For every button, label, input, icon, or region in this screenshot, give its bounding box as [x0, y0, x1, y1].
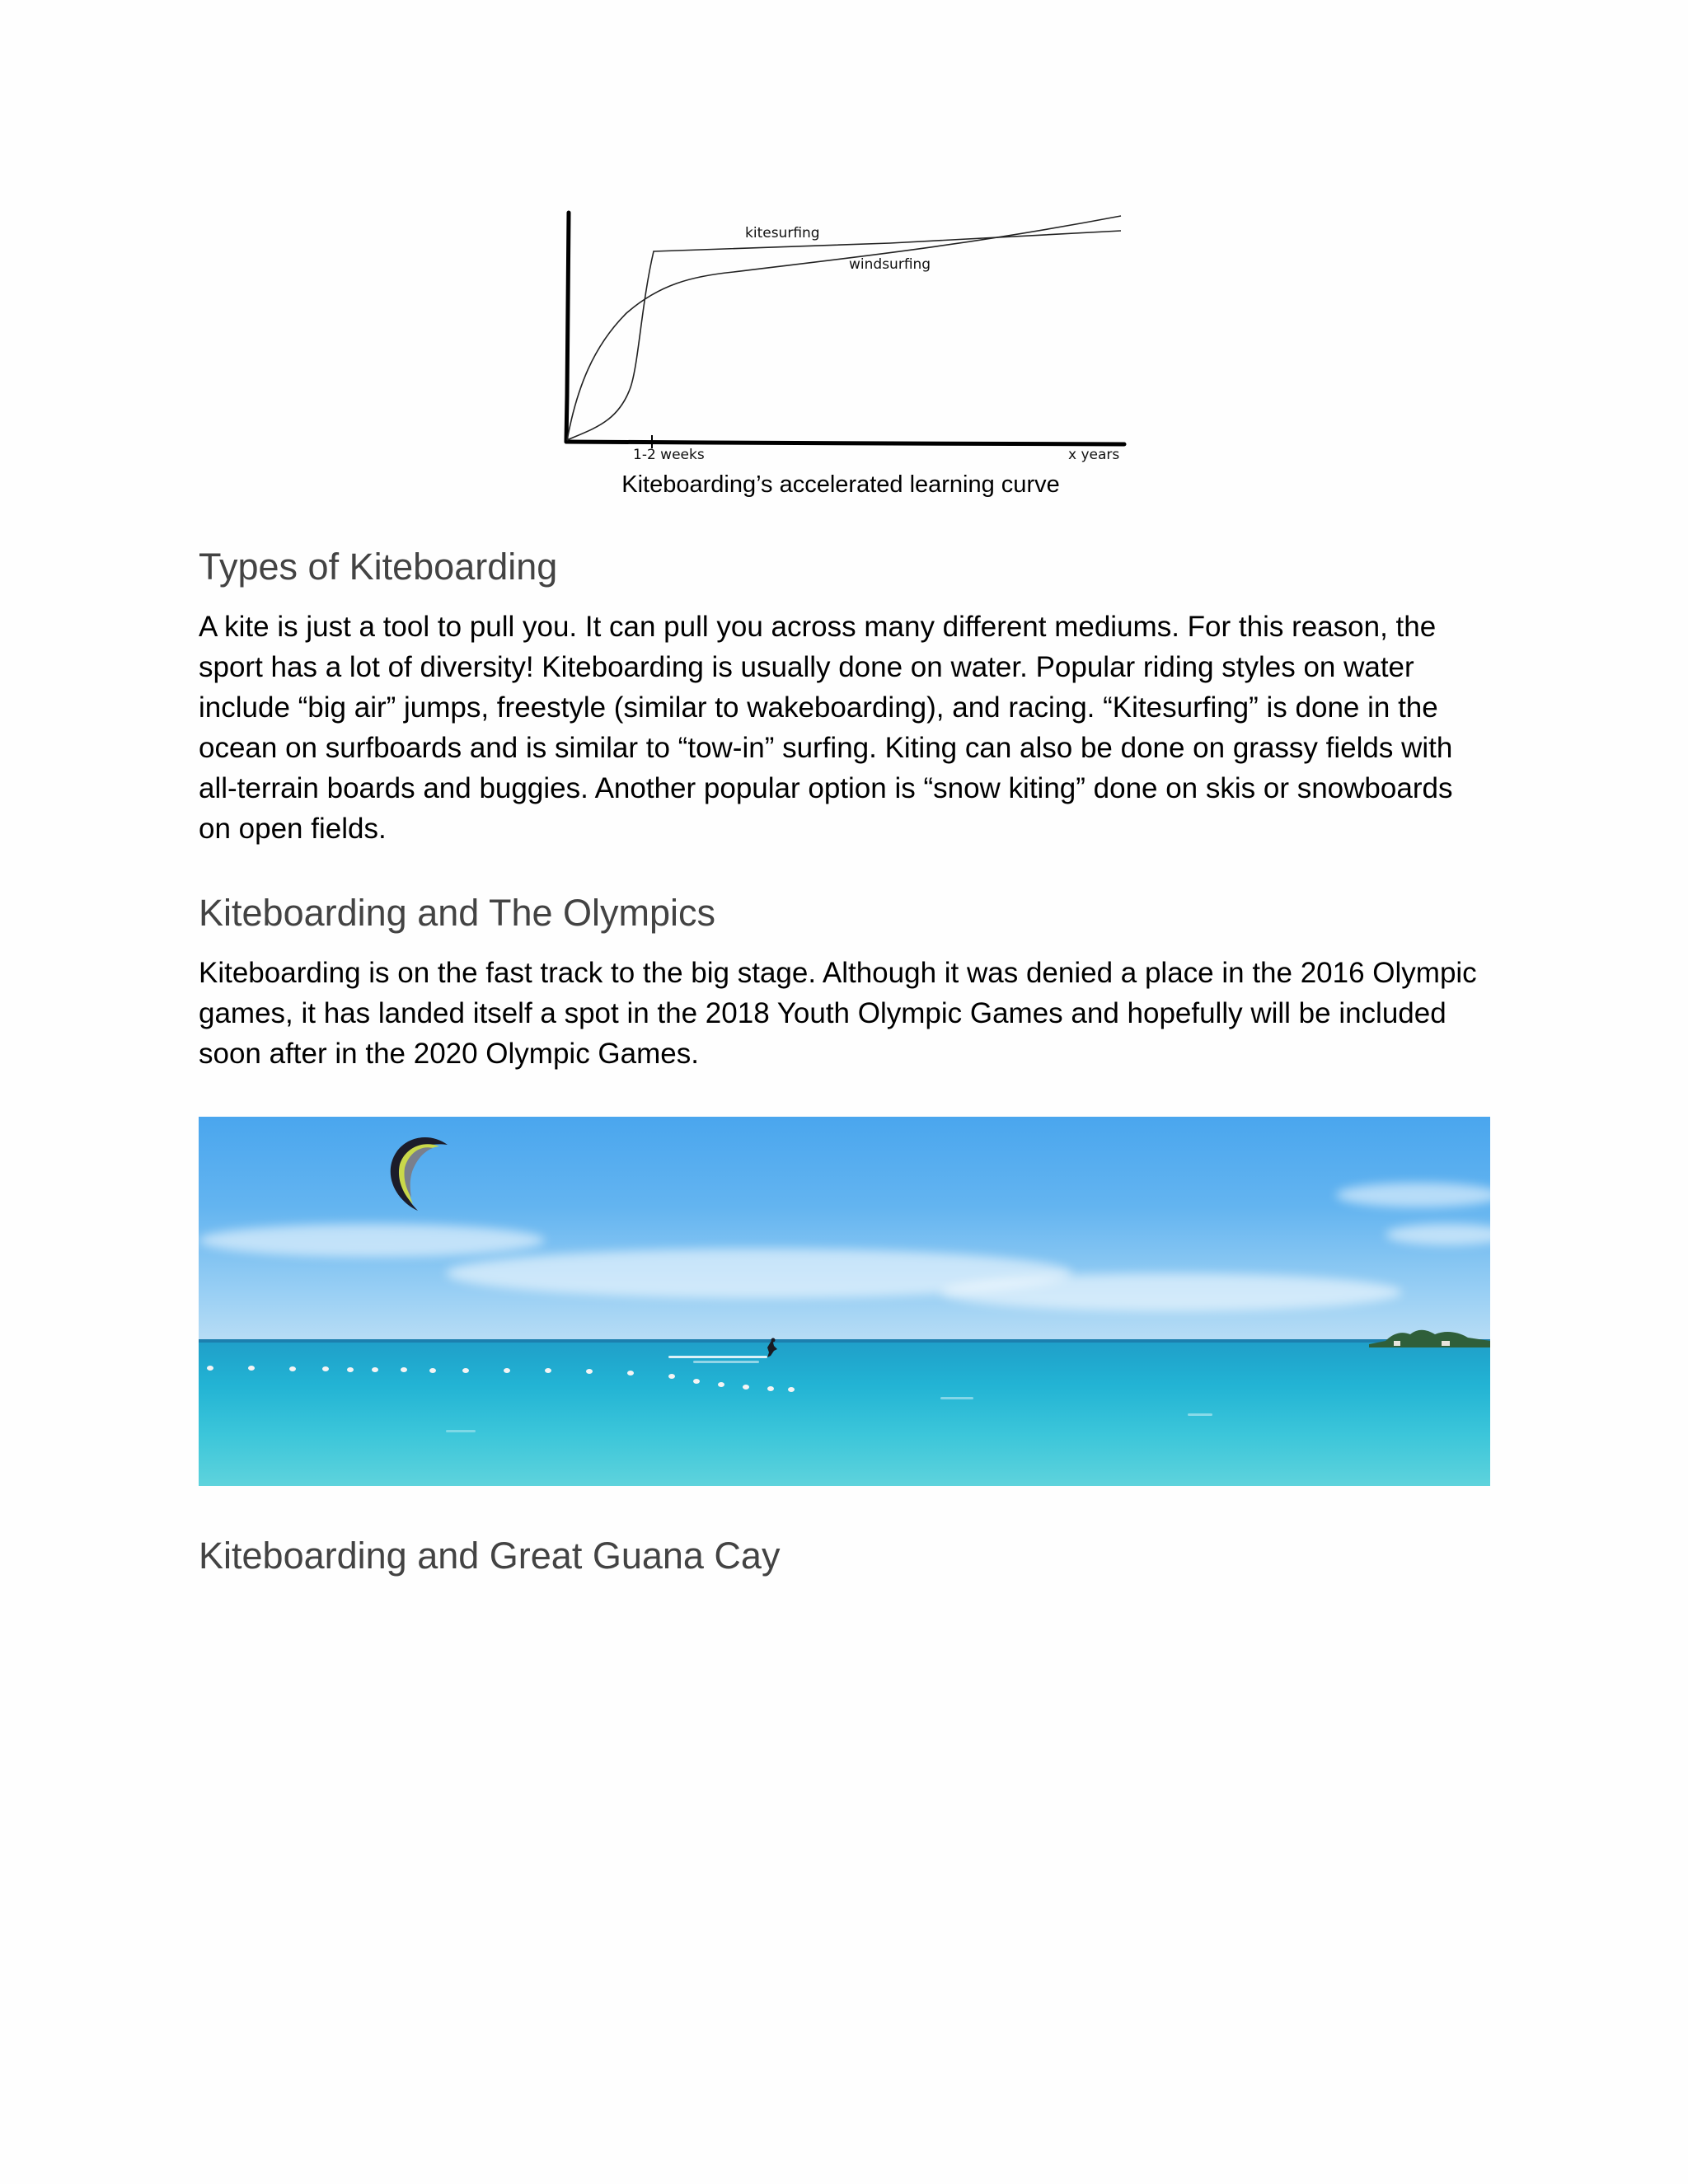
kite-icon [382, 1132, 456, 1214]
buoy [586, 1369, 593, 1374]
photo-cloud [940, 1273, 1402, 1311]
buoy [401, 1367, 407, 1372]
learning-curve-figure [544, 206, 1137, 511]
kiteboarding-photo [199, 1117, 1490, 1486]
windsurfing-label: windsurfing [849, 256, 931, 273]
photo-cloud [1336, 1183, 1490, 1207]
x-tick-label-start: 1-2 weeks [633, 447, 705, 463]
photo-cloud [199, 1224, 545, 1257]
buoy [322, 1366, 329, 1371]
wave-foam [446, 1430, 476, 1432]
buoy [462, 1368, 469, 1373]
windsurfing-curve [567, 216, 1121, 440]
learning-curve-drawing [544, 206, 1137, 470]
buoy [248, 1366, 255, 1371]
guana-heading: Kiteboarding and Great Guana Cay [199, 1535, 781, 1577]
buoy [504, 1368, 510, 1373]
wake-trail [693, 1361, 759, 1363]
x-tick-label-end: x years [1068, 447, 1120, 463]
island-icon [1369, 1323, 1490, 1347]
types-paragraph: A kite is just a tool to pull you. It can pull you across many different mediums. For this reason, the sport has a lot of diversity! Kiteboarding is usually done on water. Popular riding styles on water include “big air” jumps, freestyle (similar to wakeboarding), and racing. “Kitesurfing” is done in the ocean on surfboards and is similar to “tow-in” surfing. Kiting can also be done on grassy fields with all-terrain boards and buggies. Another popular option is “snow kiting” done on skis or snowboards on open fields. [199, 611, 1453, 845]
kitesurfing-label: kitesurfing [745, 225, 820, 241]
buoy [718, 1382, 724, 1387]
buoy [743, 1385, 749, 1390]
x-axis [566, 442, 1124, 444]
y-axis [566, 213, 569, 442]
buoy [289, 1366, 296, 1371]
kitesurfing-curve [567, 231, 1121, 440]
buoy [545, 1368, 551, 1373]
photo-sea [199, 1341, 1490, 1486]
buoy [207, 1366, 213, 1371]
kiteboarder-icon [759, 1338, 784, 1362]
buoy [693, 1379, 700, 1384]
buoy [429, 1368, 436, 1373]
olympics-heading: Kiteboarding and The Olympics [199, 892, 716, 934]
buoy [788, 1387, 795, 1392]
buoy [767, 1386, 774, 1391]
buoy [347, 1367, 354, 1372]
buoy [627, 1371, 634, 1376]
figure-caption: Kiteboarding’s accelerated learning curve [621, 471, 1060, 498]
wave-foam [1188, 1413, 1212, 1416]
buoy [668, 1374, 675, 1379]
buoy [372, 1367, 378, 1372]
photo-horizon [199, 1339, 1490, 1343]
wave-foam [940, 1397, 973, 1399]
olympics-paragraph: Kiteboarding is on the fast track to the big stage. Although it was denied a place in the 2016 Olympic games, it has landed itself a spot in the 2018 Youth Olympic Games and hopefully will be included soon after in the 2020 Olympic Games. [199, 957, 1477, 1070]
wake-trail [668, 1356, 767, 1358]
types-heading: Types of Kiteboarding [199, 546, 558, 588]
